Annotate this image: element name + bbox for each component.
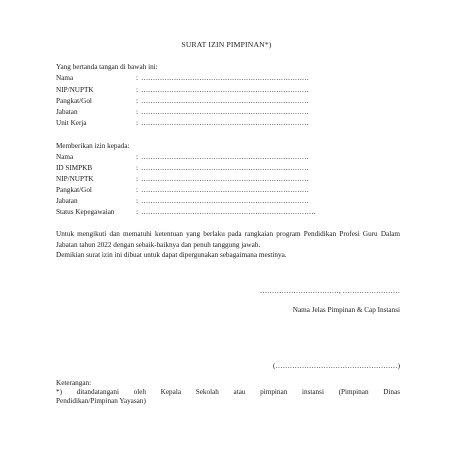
field-fill-line: ………………………………………………………………	[141, 197, 309, 205]
field-fill-line: ………………………………………………………………	[141, 153, 309, 161]
field-label-nip: NIP/NUPTK	[56, 86, 94, 94]
field-colon: :	[136, 197, 138, 205]
field-label-nama: Nama	[56, 74, 74, 82]
closing-paragraph: Demikian surat izin ini dibuat untuk dapat dipergunakan sebagaimana mestinya.	[56, 251, 287, 259]
field-colon: :	[136, 208, 138, 216]
section1-intro: Yang bertanda tangan di bawah ini:	[56, 63, 158, 71]
field-fill-line: ………………………………………………………………	[141, 74, 309, 82]
signature-caption: Nama Jelas Pimpinan & Cap Instansi	[292, 306, 400, 314]
field-label-pangkat: Pangkat/Gol	[56, 97, 92, 105]
section2-intro: Memberikan izin kepada:	[56, 142, 130, 150]
field-label-nama: Nama	[56, 153, 74, 161]
field-fill-line: ………………………………………………………………	[141, 186, 309, 194]
field-colon: :	[136, 175, 138, 183]
field-label-id-simpkb: ID SIMPKB	[56, 164, 93, 172]
signature-name-line: (……………………………………………)	[273, 362, 400, 370]
field-fill-line: ………………………………………………………………	[141, 97, 309, 105]
field-label-status-kepegawaian: Status Kepegawaian	[56, 208, 115, 216]
field-colon: :	[136, 119, 138, 127]
field-label-unit-kerja: Unit Kerja	[56, 119, 87, 127]
field-fill-line: ………………………………………………………………	[141, 119, 309, 127]
field-colon: :	[136, 108, 138, 116]
field-colon: :	[136, 97, 138, 105]
field-colon: :	[136, 153, 138, 161]
field-fill-line: ………………………………………………………………	[141, 175, 309, 183]
notes-line-2: Pendidikan/Pimpinan Yayasan)	[56, 397, 146, 405]
document-title: SURAT IZIN PIMPINAN*)	[181, 40, 272, 49]
notes-line-1: *) ditandatangani oleh Kepala Sekolah atau pimpinan instansi (Pimpinan Dinas	[56, 388, 400, 396]
field-label-nip: NIP/NUPTK	[56, 175, 94, 183]
field-fill-line: ………………………………………………………………	[141, 164, 309, 172]
field-fill-line: …………………………………………………………………	[141, 208, 316, 216]
field-label-pangkat: Pangkat/Gol	[56, 186, 92, 194]
field-fill-line: ………………………………………………………………	[141, 108, 309, 116]
field-colon: :	[136, 86, 138, 94]
field-label-jabatan: Jabatan	[56, 108, 78, 116]
notes-heading: Keterangan:	[56, 379, 92, 387]
place-date-line: ……………………………, ……………………	[259, 287, 400, 295]
field-label-jabatan: Jabatan	[56, 197, 78, 205]
field-colon: :	[136, 186, 138, 194]
field-colon: :	[136, 164, 138, 172]
body-paragraph: Untuk mengikuti dan mematuhi ketentuan yang berlaku pada rangkaian program Pendidikan Profesi Guru Dalam Jabatan tahun 2022 dengan sebaik-baiknya dan penuh tanggung jawab.	[56, 230, 400, 249]
field-colon: :	[136, 74, 138, 82]
field-fill-line: ………………………………………………………………	[141, 86, 309, 94]
